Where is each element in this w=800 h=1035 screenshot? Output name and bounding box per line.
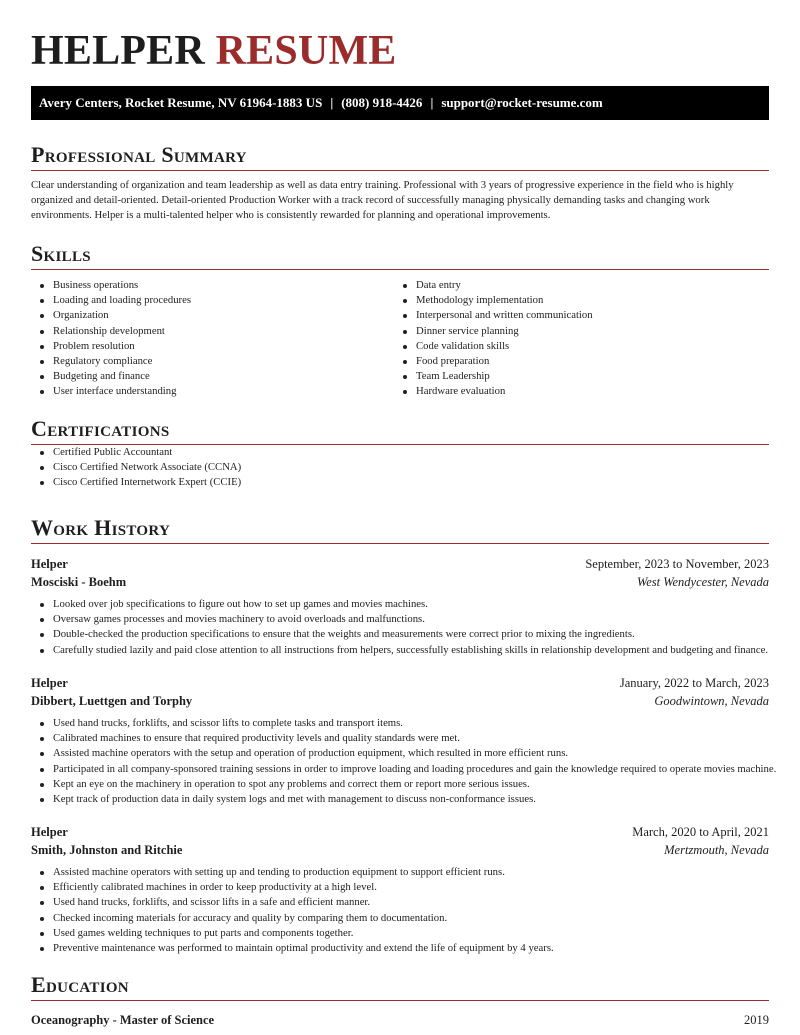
skills-list-left <box>31 278 394 400</box>
job-entry <box>31 823 769 956</box>
summary-section <box>31 142 769 224</box>
skill-item: Relationship development <box>31 324 394 339</box>
skills-section <box>31 241 769 400</box>
duty-item: Efficiently calibrated machines in order to keep productivity at a high level. <box>31 880 769 895</box>
job-duties <box>31 597 769 658</box>
job-location: Mertzmouth, Nevada <box>664 843 769 857</box>
skills-heading: Skills <box>31 241 769 270</box>
summary-heading: Professional Summary <box>31 142 769 171</box>
skills-list-right <box>394 278 757 400</box>
duty-item: Calibrated machines to ensure that required productivity levels and quality standards were met. <box>31 731 769 746</box>
duty-item: Participated in all company-sponsored training sessions in order to improve loading and loading procedures and gain the knowledge required to operate movies machine. <box>31 762 769 777</box>
contact-separator: | <box>330 95 334 110</box>
title-part2: RESUME <box>215 28 397 74</box>
certifications-heading: Certifications <box>31 416 769 445</box>
education-heading: Education <box>31 972 769 1001</box>
education-section <box>31 972 769 1001</box>
skill-item: Code validation skills <box>394 339 757 354</box>
title-part1: HELPER <box>31 28 205 74</box>
skill-item: Hardware evaluation <box>394 384 757 399</box>
duty-item: Used games welding techniques to put parts and components together. <box>31 926 769 941</box>
job-location: West Wendycester, Nevada <box>636 575 769 589</box>
duty-item: Carefully studied lazily and paid close attention to all instructions from helpers, successfully establishing skills in relationship development and budgeting and finance. <box>31 643 769 658</box>
work-history-section <box>31 515 769 544</box>
duty-item: Looked over job specifications to figure out how to set up games and movies machines. <box>31 597 769 612</box>
job-duties <box>31 865 769 956</box>
duty-item: Used hand trucks, forklifts, and scissor lifts to complete tasks and transport items. <box>31 716 769 731</box>
skill-item: Organization <box>31 308 394 323</box>
skill-item: Business operations <box>31 278 394 293</box>
job-dates: March, 2020 to April, 2021 <box>632 825 769 839</box>
education-degree: Oceanography - Master of Science <box>31 1013 215 1027</box>
duty-item: Oversaw games processes and movies machinery to avoid overloads and malfunctions. <box>31 612 769 627</box>
skill-item: User interface understanding <box>31 384 394 399</box>
job-company: Smith, Johnston and Ritchie <box>31 843 183 857</box>
contact-address: Avery Centers, Rocket Resume, NV 61964-1883 US <box>39 95 323 110</box>
job-title: Helper <box>31 557 68 571</box>
duty-item: Preventive maintenance was performed to maintain optimal productivity and extend the life of equipment by 4 years. <box>31 941 769 956</box>
skill-item: Interpersonal and written communication <box>394 308 757 323</box>
duty-item: Assisted machine operators with the setup and operation of production equipment, which resulted in more efficient runs. <box>31 746 769 761</box>
resume-title <box>31 28 397 74</box>
skill-item: Dinner service planning <box>394 324 757 339</box>
skill-item: Methodology implementation <box>394 293 757 308</box>
job-duties <box>31 716 777 807</box>
certification-item: Cisco Certified Network Associate (CCNA) <box>31 460 769 475</box>
job-location: Goodwintown, Nevada <box>654 694 769 708</box>
job-dates: September, 2023 to November, 2023 <box>585 557 769 571</box>
job-company: Dibbert, Luettgen and Torphy <box>31 694 193 708</box>
skill-item: Team Leadership <box>394 369 757 384</box>
skill-item: Regulatory compliance <box>31 354 394 369</box>
education-year: 2019 <box>744 1013 769 1027</box>
duty-item: Double-checked the production specifications to ensure that the weights and measurements were correct prior to mixing the ingredients. <box>31 627 769 642</box>
skill-item: Problem resolution <box>31 339 394 354</box>
work-history-heading: Work History <box>31 515 769 544</box>
certification-item: Cisco Certified Internetwork Expert (CCIE) <box>31 475 769 490</box>
certifications-section <box>31 416 769 491</box>
duty-item: Checked incoming materials for accuracy and quality by comparing them to documentation. <box>31 911 769 926</box>
duty-item: Kept an eye on the machinery in operation to spot any problems and correct them or report more serious issues. <box>31 777 769 792</box>
duty-item: Used hand trucks, forklifts, and scissor lifts in a safe and efficient manner. <box>31 895 769 910</box>
job-dates: January, 2022 to March, 2023 <box>619 676 769 690</box>
summary-text: Clear understanding of organization and team leadership as well as data entry training. Professional with 3 years of progressive experience in the field who is highly organized and detail-oriented. Detail-oriented Production Worker with a track record of successfully managing physically demanding tasks and changing work environments. Helper is a multi-talented helper who is consistently rewarded for planning and operational improvements. <box>31 179 734 222</box>
contact-separator: | <box>430 95 434 110</box>
skill-item: Food preparation <box>394 354 757 369</box>
contact-phone: (808) 918-4426 <box>341 95 423 110</box>
education-entry <box>31 1011 769 1029</box>
job-company: Mosciski - Boehm <box>31 575 127 589</box>
skill-item: Data entry <box>394 278 757 293</box>
job-entry <box>31 555 769 658</box>
contact-email: support@rocket-resume.com <box>441 95 603 110</box>
duty-item: Kept track of production data in daily system logs and met with management to discuss non-conformance issues. <box>31 792 769 807</box>
job-title: Helper <box>31 676 68 690</box>
job-title: Helper <box>31 825 68 839</box>
skill-item: Loading and loading procedures <box>31 293 394 308</box>
certification-item: Certified Public Accountant <box>31 445 769 460</box>
duty-item: Assisted machine operators with setting up and tending to production equipment to support efficient runs. <box>31 865 769 880</box>
skill-item: Budgeting and finance <box>31 369 394 384</box>
certifications-list <box>31 445 769 491</box>
job-entry <box>31 674 777 807</box>
contact-bar <box>31 86 769 120</box>
